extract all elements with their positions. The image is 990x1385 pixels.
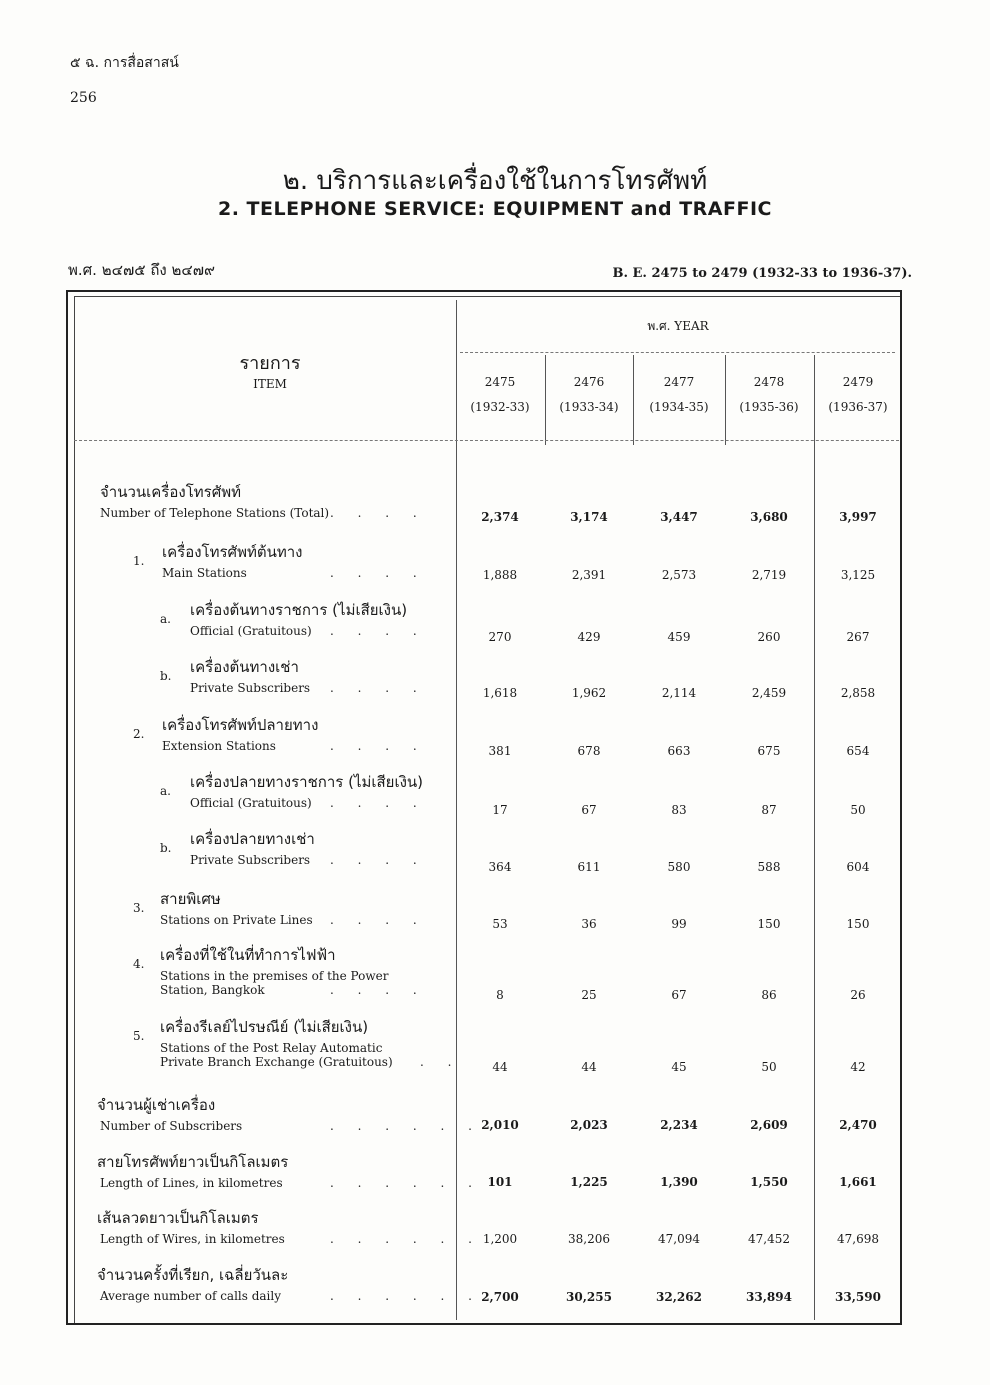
table-cell-value: 1,390 — [660, 1175, 698, 1189]
row-label-english: Private Subscribers — [190, 681, 311, 695]
table-cell-value: 3,680 — [750, 510, 788, 524]
table-cell-value: 17 — [492, 803, 508, 817]
year-ad: (1932-33) — [470, 400, 530, 414]
table-cell-value: 588 — [757, 860, 781, 874]
year-ad: (1936-37) — [828, 400, 888, 414]
year-column-header — [545, 370, 633, 420]
leader-dots: . . . . — [330, 853, 427, 867]
table-cell-value: 47,452 — [748, 1232, 790, 1246]
table-cell-value: 32,262 — [656, 1290, 702, 1304]
table-cell-value: 25 — [581, 988, 597, 1002]
table-cell-value: 3,174 — [570, 510, 608, 524]
page-title-thai: ๒. บริการและเครื่องใช้ในการโทรศัพท์ — [282, 166, 708, 196]
row-label-english: Private Subscribers — [190, 853, 311, 867]
row-label-thai: เครื่องโทรศัพท์ต้นทาง — [162, 543, 303, 561]
year-be: 2475 — [484, 375, 516, 389]
row-label-thai: เครื่องปลายทางราชการ (ไม่เสียเงิน) — [190, 773, 424, 791]
table-cell-value: 1,200 — [482, 1232, 518, 1246]
table-cell-value: 53 — [492, 917, 508, 931]
year-be: 2478 — [753, 375, 785, 389]
table-cell-value: 2,573 — [661, 568, 697, 582]
row-label-english: Number of Telephone Stations (Total) — [100, 506, 330, 520]
table-cell-value: 3,447 — [660, 510, 698, 524]
table-cell-value: 675 — [757, 744, 781, 758]
item-header-thai: รายการ — [239, 353, 301, 374]
table-cell-value: 260 — [757, 630, 781, 644]
column-divider — [633, 355, 634, 445]
period-thai: พ.ศ. ๒๔๗๕ ถึง ๒๔๗๙ — [68, 261, 216, 279]
table-cell-value: 2,609 — [750, 1118, 788, 1132]
row-label-thai: เครื่องต้นทางเช่า — [190, 658, 299, 676]
table-cell-value: 429 — [577, 630, 601, 644]
row-label-thai: จำนวนเครื่องโทรศัพท์ — [100, 483, 241, 501]
row-marker: 5. — [133, 1029, 145, 1043]
table-cell-value: 30,255 — [566, 1290, 612, 1304]
row-label-english: Extension Stations — [162, 739, 276, 753]
table-cell-value: 45 — [671, 1060, 687, 1074]
row-marker: 3. — [133, 901, 145, 915]
row-label-thai: เส้นลวดยาวเป็นกิโลเมตร — [97, 1209, 259, 1227]
row-label-thai: สายพิเศษ — [160, 890, 221, 908]
row-label-thai: เครื่องรีเลย์ไปรษณีย์ (ไม่เสียเงิน) — [160, 1018, 369, 1036]
year-be: 2479 — [842, 375, 874, 389]
row-label-english: Average number of calls daily — [100, 1289, 282, 1303]
table-cell-value: 267 — [846, 630, 870, 644]
row-label-english: Length of Lines, in kilometres — [100, 1176, 283, 1190]
year-be: 2476 — [573, 375, 605, 389]
table-cell-value: 2,719 — [751, 568, 787, 582]
row-label-thai: เครื่องโทรศัพท์ปลายทาง — [162, 716, 319, 734]
section-header: ๕ ฉ. การสื่อสาสน์ — [70, 55, 179, 71]
table-cell-value: 2,459 — [751, 686, 787, 700]
year-column-header — [725, 370, 813, 420]
table-cell-value: 1,618 — [482, 686, 518, 700]
table-cell-value: 2,858 — [840, 686, 876, 700]
row-label-thai: จำนวนผู้เช่าเครื่อง — [97, 1096, 216, 1114]
table-cell-value: 2,010 — [481, 1118, 519, 1132]
table-cell-value: 1,661 — [839, 1175, 877, 1189]
table-cell-value: 47,094 — [658, 1232, 700, 1246]
table-cell-value: 1,225 — [570, 1175, 608, 1189]
table-cell-value: 101 — [487, 1175, 513, 1189]
leader-dots: . . . . — [330, 624, 427, 638]
year-ad: (1934-35) — [649, 400, 709, 414]
table-cell-value: 33,590 — [835, 1290, 881, 1304]
row-label-english: Number of Subscribers — [100, 1119, 243, 1133]
table-cell-value: 270 — [488, 630, 512, 644]
row-label-english-continued: Station, Bangkok — [160, 983, 265, 997]
row-marker: a. — [160, 784, 171, 798]
table-cell-value: 50 — [850, 803, 866, 817]
item-header-english: ITEM — [253, 377, 287, 391]
period-english: B. E. 2475 to 2479 (1932-33 to 1936-37). — [612, 266, 912, 281]
table-cell-value: 2,114 — [661, 686, 697, 700]
leader-dots: . . . . — [330, 566, 427, 580]
year-column-header — [456, 370, 544, 420]
leader-dots: . . . . . . — [330, 1176, 482, 1190]
page-title-english: 2. TELEPHONE SERVICE: EQUIPMENT and TRAFFIC — [217, 198, 772, 220]
table-cell-value: 1,550 — [750, 1175, 788, 1189]
table-cell-value: 86 — [761, 988, 777, 1002]
table-cell-value: 611 — [577, 860, 601, 874]
row-marker: 4. — [133, 957, 145, 971]
table-cell-value: 663 — [667, 744, 691, 758]
row-label-english: Main Stations — [162, 566, 247, 580]
table-cell-value: 604 — [846, 860, 870, 874]
table-cell-value: 44 — [492, 1060, 508, 1074]
table-cell-value: 36 — [581, 917, 597, 931]
leader-dots: . . . . — [330, 796, 427, 810]
leader-dots: . . . . — [330, 983, 427, 997]
row-label-thai: เครื่องต้นทางราชการ (ไม่เสียเงิน) — [190, 601, 408, 619]
row-label-english: Length of Wires, in kilometres — [100, 1232, 285, 1246]
table-cell-value: 67 — [671, 988, 687, 1002]
year-column-header — [635, 370, 723, 420]
leader-dots: . . . . . . — [330, 1119, 482, 1133]
row-label-thai: เครื่องปลายทางเช่า — [190, 830, 315, 848]
row-marker: 2. — [133, 727, 145, 741]
table-cell-value: 42 — [850, 1060, 866, 1074]
year-header: พ.ศ. YEAR — [647, 319, 709, 333]
table-cell-value: 47,698 — [837, 1232, 879, 1246]
table-cell-value: 1,962 — [571, 686, 607, 700]
table-cell-value: 654 — [846, 744, 870, 758]
row-marker: 1. — [133, 554, 145, 568]
table-cell-value: 44 — [581, 1060, 597, 1074]
row-label-english: Official (Gratuitous) — [190, 796, 312, 810]
table-cell-value: 3,997 — [839, 510, 877, 524]
row-label-english: Official (Gratuitous) — [190, 624, 312, 638]
leader-dots: . . . . . . — [330, 1232, 482, 1246]
leader-dots: . . . . — [330, 506, 427, 520]
year-ad: (1933-34) — [559, 400, 619, 414]
leader-dots: . . . . — [330, 739, 427, 753]
table-cell-value: 67 — [581, 803, 597, 817]
table-cell-value: 26 — [850, 988, 866, 1002]
leader-dots: . . . . . . — [330, 1289, 482, 1303]
header-rule — [460, 352, 895, 353]
row-label-thai: จำนวนครั้งที่เรียก, เฉลี่ยวันละ — [97, 1266, 289, 1284]
leader-dots: . . . . — [330, 913, 427, 927]
table-cell-value: 364 — [488, 860, 512, 874]
table-cell-value: 150 — [846, 917, 870, 931]
year-be: 2477 — [663, 375, 695, 389]
table-cell-value: 99 — [671, 917, 687, 931]
row-label-thai: สายโทรศัพท์ยาวเป็นกิโลเมตร — [97, 1153, 289, 1171]
table-cell-value: 8 — [496, 988, 504, 1002]
leader-dots: . . — [420, 1055, 462, 1069]
table-cell-value: 381 — [488, 744, 512, 758]
table-cell-value: 50 — [761, 1060, 777, 1074]
row-label-english: Stations in the premises of the Power — [160, 969, 389, 983]
row-marker: a. — [160, 612, 171, 626]
table-cell-value: 678 — [577, 744, 601, 758]
table-cell-value: 2,470 — [839, 1118, 877, 1132]
year-column-header — [814, 370, 902, 420]
page-number: 256 — [70, 90, 97, 106]
table-cell-value: 1,888 — [482, 568, 518, 582]
table-cell-value: 83 — [671, 803, 687, 817]
row-marker: b. — [160, 841, 172, 855]
year-ad: (1935-36) — [739, 400, 799, 414]
table-cell-value: 150 — [757, 917, 781, 931]
table-cell-value: 459 — [667, 630, 691, 644]
leader-dots: . . . . — [330, 681, 427, 695]
table-cell-value: 38,206 — [568, 1232, 610, 1246]
row-label-english-continued: Private Branch Exchange (Gratuitous) — [160, 1055, 393, 1069]
row-marker: b. — [160, 669, 172, 683]
table-cell-value: 33,894 — [746, 1290, 792, 1304]
row-label-english: Stations on Private Lines — [160, 913, 313, 927]
row-label-english: Stations of the Post Relay Automatic — [160, 1041, 383, 1055]
table-cell-value: 2,374 — [481, 510, 519, 524]
table-cell-value: 2,700 — [481, 1290, 519, 1304]
table-cell-value: 87 — [761, 803, 777, 817]
table-cell-value: 2,023 — [570, 1118, 608, 1132]
table-cell-value: 2,234 — [660, 1118, 698, 1132]
table-cell-value: 3,125 — [840, 568, 876, 582]
table-cell-value: 580 — [667, 860, 691, 874]
table-cell-value: 2,391 — [571, 568, 607, 582]
row-label-thai: เครื่องที่ใช้ในที่ทำการไฟฟ้า — [160, 946, 336, 964]
header-rule — [74, 440, 899, 441]
